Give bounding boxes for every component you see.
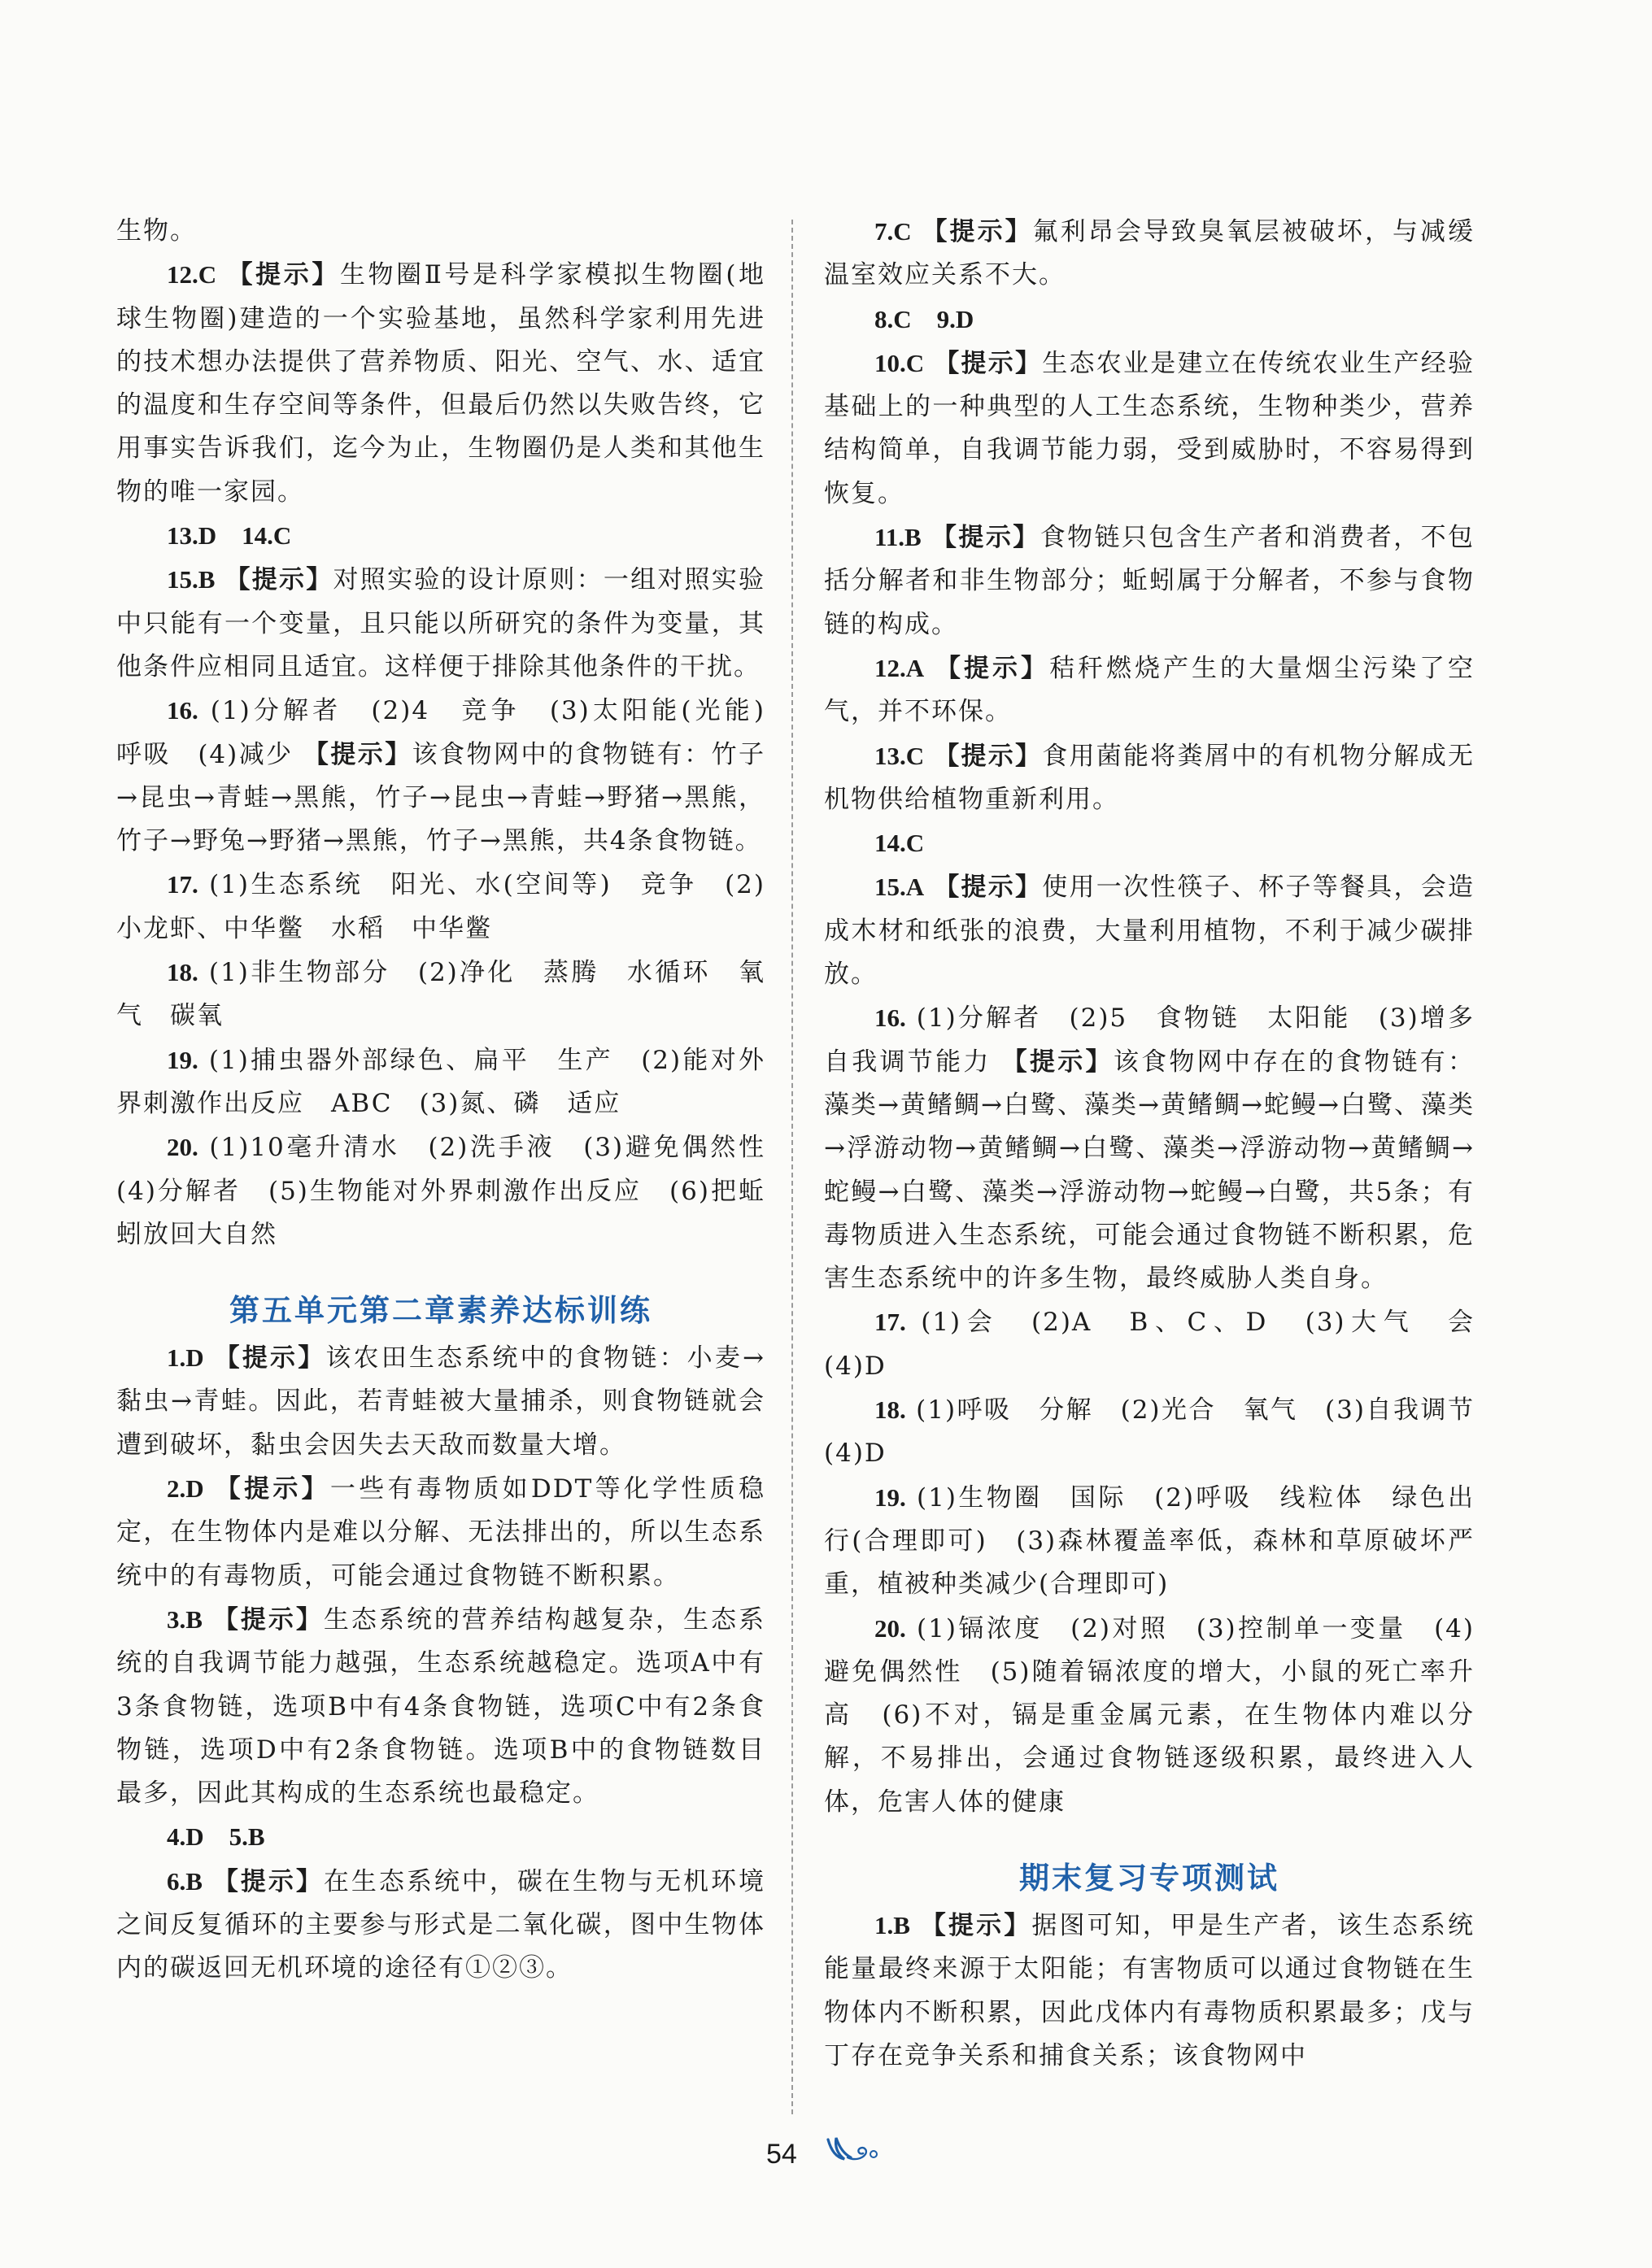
hint-label: 【提示】 <box>214 1343 326 1373</box>
answer-item <box>824 1607 1475 1824</box>
answer-item <box>116 210 765 253</box>
answer-text: (1)生物圈 国际 (2)呼吸 线粒体 绿色出行(合理即可) (3)森林覆盖率低，森林和草原破坏严重，植被种类减少(合理即可) <box>824 1482 1475 1600</box>
answer-number: 19. <box>167 1045 198 1074</box>
answer-item <box>116 253 765 514</box>
answer-number: 1.B <box>874 1910 910 1939</box>
answer-item <box>116 1336 765 1467</box>
answer-item <box>824 734 1475 822</box>
answer-item <box>824 646 1475 734</box>
answer-text: 据图可知，甲是生产者，该生态系统能量最终来源于太阳能；有害物质可以通过食物链在生物体内不断积累，因此戊体内有毒物质积累最多；戊与丁存在竞争关系和捕食关系；该食物网中 <box>824 1910 1475 2070</box>
answer-number: 17. <box>874 1308 906 1337</box>
left-column <box>116 210 792 1991</box>
answer-item <box>824 1300 1502 1388</box>
answer-number: 2.D <box>167 1474 204 1504</box>
answer-number: 20. <box>167 1133 198 1162</box>
answer-text: 食用菌能将粪屑中的有机物分解成无机物供给植物重新利用。 <box>824 741 1475 814</box>
hint-label: 【提示】 <box>934 741 1043 771</box>
answer-number: 8.C 9.D <box>874 304 974 333</box>
answer-text: (1)捕虫器外部绿色、扁平 生产 (2)能对外界刺激作出反应 ABC (3)氮、磷 适应 <box>116 1045 765 1118</box>
answer-text: 生物。 <box>116 216 197 246</box>
answer-number: 3.B <box>167 1604 203 1634</box>
answer-text: (1)分解者 (2)4 竞争 (3)太阳能(光能) 呼吸 (4)减少 <box>116 696 792 769</box>
answer-item <box>116 1467 765 1598</box>
answer-text: 氟利昂会导致臭氧层被破坏，与减缓温室效应关系不大。 <box>824 217 1475 290</box>
answer-text: 该农田生态系统中的食物链：小麦→黏虫→青蛙。因此，若青蛙被大量捕杀，则食物链就会遭到破坏，黏虫会因失去天敌而数量大增。 <box>116 1343 765 1460</box>
answer-number: 13.C <box>874 741 925 770</box>
answer-number: 14.C <box>874 829 925 858</box>
answer-number: 10.C <box>874 348 925 377</box>
answer-text: 生物圈Ⅱ号是科学家模拟生物圈(地球生物圈)建造的一个实验基地，虽然科学家利用先进的技术想办法提供了营养物质、阳光、空气、水、适宜的温度和生存空间等条件，但最后仍然以失败告终，它用事实告诉我们，迄今为止，生物圈仍是人类和其他生物的唯一家园。 <box>116 260 766 507</box>
answer-item <box>824 516 1475 646</box>
hint-label: 【提示】 <box>303 739 412 769</box>
answer-number: 15.B <box>167 565 216 594</box>
answer-text: (1)会 (2)A B、C、D (3)大气 会 (4)D <box>824 1308 1502 1381</box>
answer-number: 15.A <box>874 873 925 902</box>
answer-item <box>116 1125 792 1256</box>
answer-text: 秸秆燃烧产生的大量烟尘污染了空气，并不环保。 <box>824 653 1475 727</box>
answer-item <box>824 1388 1502 1476</box>
hint-label: 【提示】 <box>1001 1047 1114 1077</box>
answer-number: 12.C <box>167 260 217 289</box>
answer-text: 对照实验的设计原则：一组对照实验中只能有一个变量，且只能以所研究的条件为变量，其他条件应相同且适宜。这样便于排除其他条件的干扰。 <box>116 565 766 681</box>
section-heading: 期末复习专项测试 <box>1019 1859 1279 1896</box>
answer-item <box>824 1904 1475 2078</box>
answer-number: 19. <box>874 1482 906 1512</box>
page-number: 54 <box>766 2139 797 2170</box>
hint-label: 【提示】 <box>934 873 1043 903</box>
hint-label: 【提示】 <box>935 653 1049 683</box>
answer-number: 18. <box>874 1395 906 1425</box>
answer-number: 1.D <box>167 1343 204 1373</box>
answer-item <box>116 863 765 951</box>
answer-text: (1)分解者 (2)5 食物链 太阳能 (3)增多 自我调节能力 <box>824 1003 1502 1077</box>
hint-label: 【提示】 <box>224 565 333 595</box>
hint-label: 【提示】 <box>931 523 1040 553</box>
answer-text: 使用一次性筷子、杯子等餐具，会造成木材和纸张的浪费，大量利用植物，不利于减少碳排放。 <box>824 873 1475 990</box>
answer-item <box>116 1815 765 1859</box>
section-heading: 第五单元第二章素养达标训练 <box>229 1292 652 1329</box>
answer-item <box>116 514 765 558</box>
answer-item <box>116 558 765 689</box>
answer-number: 7.C <box>874 217 912 246</box>
answer-number: 17. <box>167 870 198 899</box>
answer-item <box>824 865 1475 996</box>
hint-label: 【提示】 <box>920 1910 1032 1940</box>
answer-number: 4.D 5.B <box>167 1822 265 1852</box>
hint-label: 【提示】 <box>215 1474 330 1504</box>
answer-text: (1)生态系统 阳光、水(空间等) 竞争 (2)小龙虾、中华鳖 水稻 中华鳖 <box>116 870 765 943</box>
answer-item <box>824 1476 1475 1607</box>
answer-text: 一些有毒物质如DDT等化学性质稳定，在生物体内是难以分解、无法排出的，所以生态系统中的有毒物质，可能会通过食物链不断积累。 <box>116 1474 765 1591</box>
answer-text: (1)呼吸 分解 (2)光合 氧气 (3)自我调节 (4)D <box>824 1395 1502 1469</box>
answer-item <box>116 689 792 863</box>
right-column <box>824 210 1502 2078</box>
answer-item <box>116 951 765 1038</box>
answer-text: 生态系统的营养结构越复杂，生态系统的自我调节能力越强，生态系统越稳定。选项A中有3条食物链，选项B中有4条食物链，选项C中有2条食物链，选项D中有2条食物链。选项B中的食物链数目最多，因此其构成的生态系统也最稳定。 <box>116 1604 766 1809</box>
answer-explanation: 该食物网中的食物链有：竹子→昆虫→青蛙→黑熊，竹子→昆虫→青蛙→野猪→黑熊，竹子→野兔→野猪→黑熊，竹子→黑熊，共4条食物链。 <box>116 739 766 856</box>
answer-number: 20. <box>874 1613 906 1643</box>
column-divider <box>791 220 793 2114</box>
hint-label: 【提示】 <box>922 217 1033 246</box>
hint-label: 【提示】 <box>227 260 340 290</box>
answer-number: 12.A <box>874 653 925 682</box>
answer-item <box>824 996 1502 1300</box>
answer-item <box>116 1038 765 1126</box>
answer-explanation: 该食物网中存在的食物链有：藻类→黄鳍鲷→白鹭、藻类→黄鳍鲷→蛇鳗→白鹭、藻类→浮游动物→黄鳍鲷→白鹭、藻类→浮游动物→黄鳍鲷→蛇鳗→白鹭、藻类→浮游动物→蛇鳗→白鹭，共5条；有毒物质进入生态系统，可能会通过食物链不断积累，危害生态系统中的许多生物，最终威胁人类自身。 <box>824 1047 1475 1294</box>
answer-number: 18. <box>167 958 198 987</box>
answer-text: 食物链只包含生产者和消费者，不包括分解者和非生物部分；蚯蚓属于分解者，不参与食物链的构成。 <box>824 523 1475 639</box>
answer-item <box>824 342 1475 516</box>
answer-item <box>116 1860 765 1991</box>
answer-number: 11.B <box>874 523 922 552</box>
answer-item <box>116 1598 765 1815</box>
hint-label: 【提示】 <box>212 1866 324 1896</box>
answer-number: 16. <box>167 696 198 725</box>
answer-text: 在生态系统中，碳在生物与无机环境之间反复循环的主要参与形式是二氧化碳，图中生物体内的碳返回无机环境的途径有①②③。 <box>116 1866 766 1983</box>
answer-number: 16. <box>874 1003 906 1033</box>
answer-item <box>824 298 1475 342</box>
answer-number: 13.D 14.C <box>167 521 292 551</box>
answer-number: 6.B <box>167 1866 203 1896</box>
hint-label: 【提示】 <box>934 348 1043 378</box>
answer-item <box>824 821 1475 865</box>
answer-text: (1)非生物部分 (2)净化 蒸腾 水循环 氧气 碳氧 <box>116 958 765 1031</box>
hint-label: 【提示】 <box>212 1604 324 1635</box>
answer-text: 生态农业是建立在传统农业生产经验基础上的一种典型的人工生态系统，生物种类少，营养结构简单，自我调节能力弱，受到威胁时，不容易得到恢复。 <box>824 348 1475 508</box>
answer-item <box>824 210 1475 298</box>
answer-text: (1)10毫升清水 (2)洗手液 (3)避免偶然性 (4)分解者 (5)生物能对外界刺激作出反应 (6)把蚯蚓放回大自然 <box>116 1133 792 1249</box>
answer-text: (1)镉浓度 (2)对照 (3)控制单一变量 (4)避免偶然性 (5)随着镉浓度的增大，小鼠的死亡率升高 (6)不对，镉是重金属元素，在生物体内难以分解，不易排出，会通过食物链逐级积累，最终进入人体，危害人体的健康 <box>824 1613 1475 1817</box>
wave-swirl-logo-icon <box>823 2133 880 2169</box>
